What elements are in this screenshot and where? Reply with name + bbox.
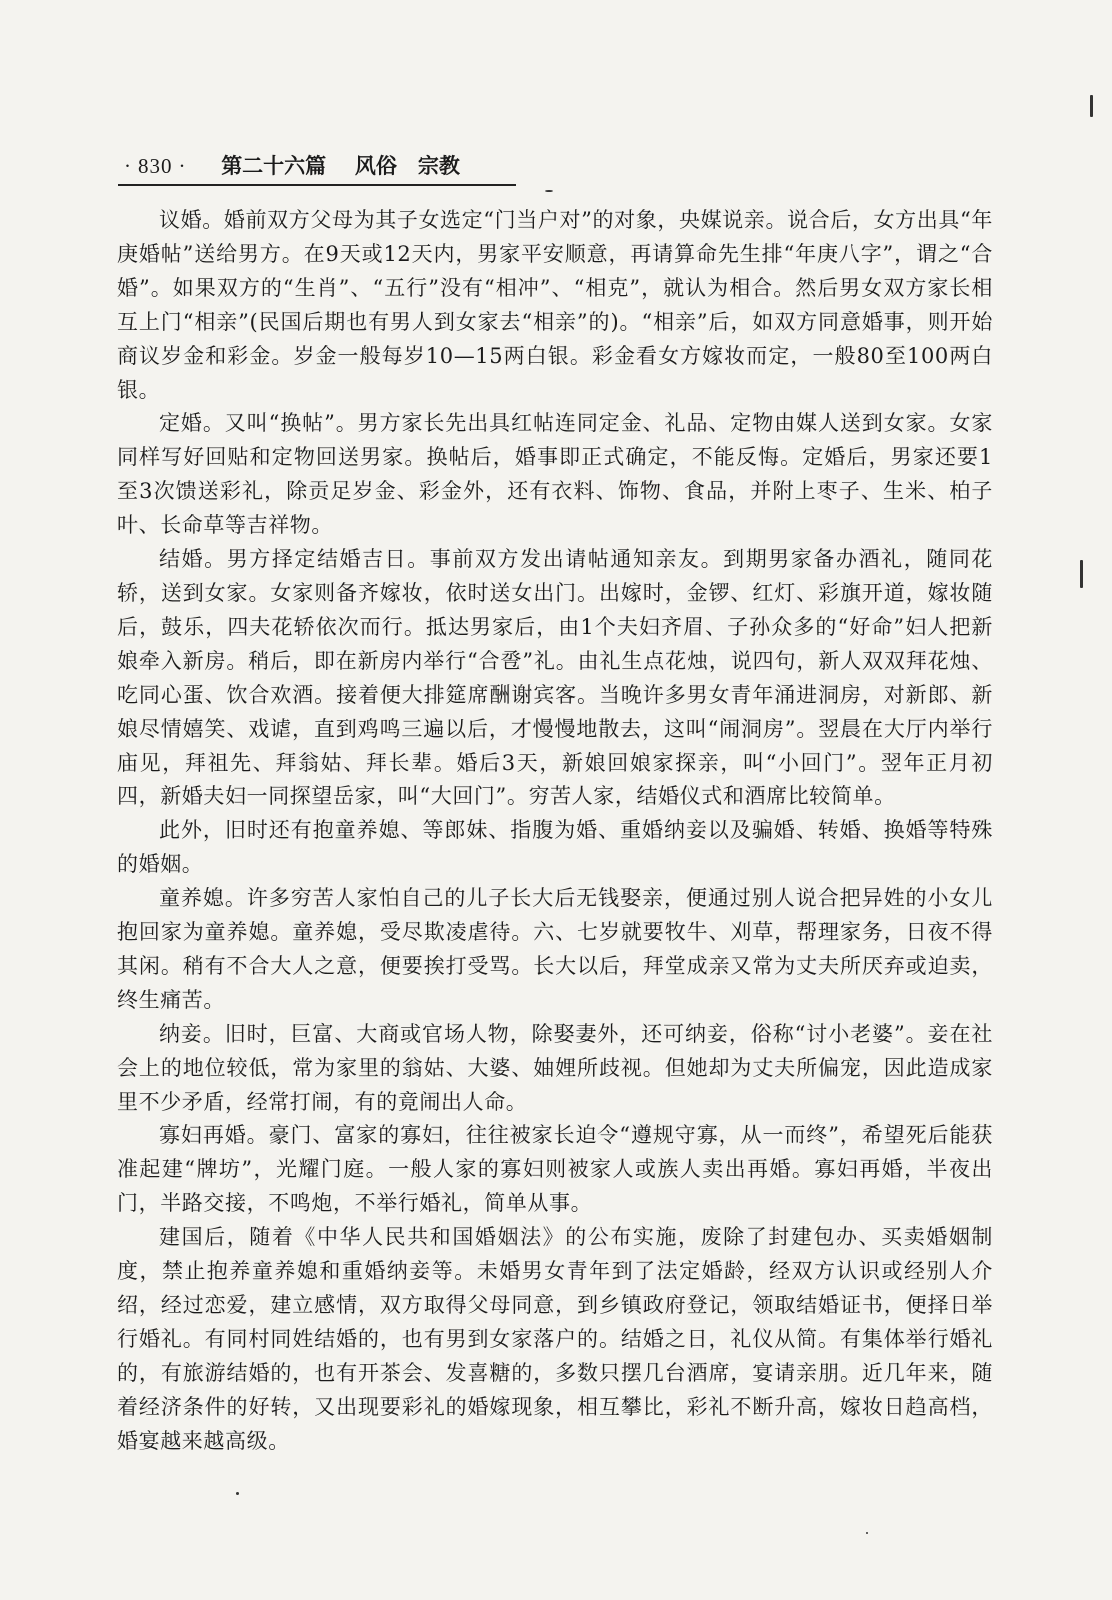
- scan-speck: [1080, 560, 1083, 588]
- paragraph-betrothal-proposal: 议婚。婚前双方父母为其子女选定“门当户对”的对象，央媒说亲。说合后，女方出具“年庚婚帖”送给男方。在9天或12天内，男家平安顺意，再请算命先生排“年庚八字”，谓之“合婚”。如果双方的“生肖”、“五行”没有“相冲”、“相克”，就认为相合。然后男女双方家长相互上门“相亲”(民国后期也有男人到女家去“相亲”的)。“相亲”后，如双方同意婚事，则开始商议岁金和彩金。岁金一般每岁10—15两白银。彩金看女方嫁妆而定，一般80至100两白银。: [117, 208, 993, 402]
- paragraph-child-bride: 童养媳。许多穷苦人家怕自己的儿子长大后无钱娶亲，便通过别人说合把异姓的小女儿抱回家为童养媳。童养媳，受尽欺凌虐待。六、七岁就要牧牛、刈草，帮理家务，日夜不得其闲。稍有不合大人之意，便要挨打受骂。长大以后，拜堂成亲又常为丈夫所厌弃或迫卖，终生痛苦。: [117, 886, 993, 1012]
- body-text: [117, 204, 993, 1459]
- section-title: 风俗 宗教: [354, 153, 460, 178]
- paragraph-wedding: 结婚。男方择定结婚吉日。事前双方发出请帖通知亲友。到期男家备办酒礼，随同花轿，送到女家。女家则备齐嫁妆，依时送女出门。出嫁时，金锣、红灯、彩旗开道，嫁妆随后，鼓乐，四夫花轿依次而行。抵达男家后，由1个夫妇齐眉、子孙众多的“好命”妇人把新娘牵入新房。稍后，即在新房内举行“合卺”礼。由礼生点花烛，说四句，新人双双拜花烛、吃同心蛋、饮合欢酒。接着便大排筵席酬谢宾客。当晚许多男女青年涌进洞房，对新郎、新娘尽情嬉笑、戏谑，直到鸡鸣三遍以后，才慢慢地散去，这叫“闹洞房”。翌晨在大厅内举行庙见，拜祖先、拜翁姑、拜长辈。婚后3天，新娘回娘家探亲，叫“小回门”。翌年正月初四，新婚夫妇一同探望岳家，叫“大回门”。穷苦人家，结婚仪式和酒席比较简单。: [117, 547, 993, 809]
- scan-speck: [236, 1492, 239, 1495]
- scan-speck: [866, 1532, 868, 1534]
- paragraph-special-marriages: 此外，旧时还有抱童养媳、等郎妹、指腹为婚、重婚纳妾以及骗婚、转婚、换婚等特殊的婚姻。: [117, 818, 993, 877]
- scan-speck: [1090, 95, 1093, 117]
- part-title: 第二十六篇: [221, 153, 327, 178]
- paragraph-widow-remarriage: 寡妇再婚。豪门、富家的寡妇，往往被家长迫令“遵规守寡，从一而终”，希望死后能获准起建“牌坊”，光耀门庭。一般人家的寡妇则被家人或族人卖出再婚。寡妇再婚，半夜出门，半路交接，不鸣炮，不举行婚礼，简单从事。: [117, 1123, 993, 1216]
- paragraph-engagement: 定婚。又叫“换帖”。男方家长先出具红帖连同定金、礼品、定物由媒人送到女家。女家同样写好回贴和定物回送男家。换帖后，婚事即正式确定，不能反悔。定婚后，男家还要1至3次馈送彩礼，除贡足岁金、彩金外，还有衣料、饰物、食品，并附上枣子、生米、柏子叶、长命草等吉祥物。: [117, 411, 993, 538]
- scan-speck: [545, 190, 553, 192]
- running-header: [118, 150, 516, 186]
- paragraph-concubine: 纳妾。旧时，巨富、大商或官场人物，除娶妻外，还可纳妾，俗称“讨小老婆”。妾在社会上的地位较低，常为家里的翁姑、大婆、妯娌所歧视。但她却为丈夫所偏宠，因此造成家里不少矛盾，经常打闹，有的竟闹出人命。: [117, 1021, 993, 1114]
- page-number: · 830 ·: [118, 154, 193, 178]
- paragraph-post-1949: 建国后，随着《中华人民共和国婚姻法》的公布实施，废除了封建包办、买卖婚姻制度，禁止抱养童养媳和重婚纳妾等。未婚男女青年到了法定婚龄，经双方认识或经别人介绍，经过恋爱，建立感情，双方取得父母同意，到乡镇政府登记，领取结婚证书，便择日举行婚礼。有同村同姓结婚的，也有男到女家落户的。结婚之日，礼仪从简。有集体举行婚礼的，有旅游结婚的，也有开茶会、发喜糖的，多数只摆几台酒席，宴请亲朋。近几年来，随着经济条件的好转，又出现要彩礼的婚嫁现象，相互攀比，彩礼不断升高，嫁妆日趋高档，婚宴越来越高级。: [117, 1225, 993, 1453]
